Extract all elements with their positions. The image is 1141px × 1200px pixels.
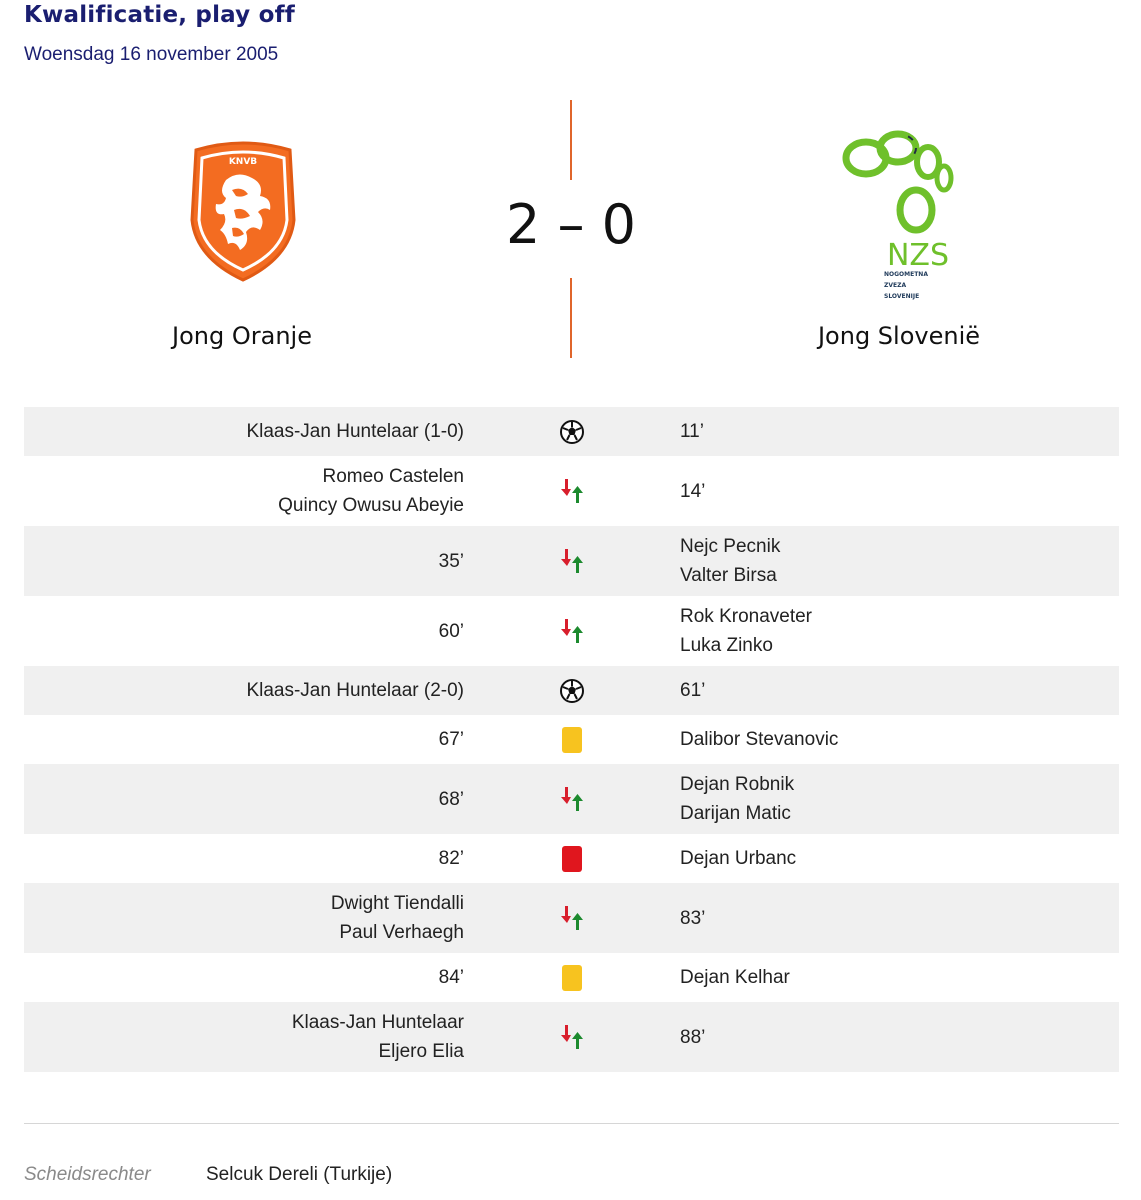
svg-text:ZVEZA: ZVEZA — [884, 282, 907, 289]
event-row — [24, 834, 1119, 883]
event-text: Dejan Kelhar — [680, 967, 790, 988]
event-home-side — [24, 417, 464, 446]
event-text: Dalibor Stevanovic — [680, 729, 839, 750]
event-home-side — [24, 725, 464, 754]
match-events — [24, 407, 1119, 1072]
event-text: 11’ — [680, 421, 704, 442]
event-text: Luka Zinko — [680, 635, 773, 656]
event-row — [24, 526, 1119, 596]
event-text: Rok Kronaveter — [680, 606, 813, 627]
substitution-icon — [559, 477, 585, 505]
svg-text:NOGOMETNA: NOGOMETNA — [884, 271, 928, 278]
event-text: Quincy Owusu Abeyie — [278, 495, 464, 516]
event-home-side — [24, 785, 464, 814]
substitution-icon — [559, 547, 585, 575]
event-icon-cell — [464, 617, 680, 645]
event-text: 60’ — [438, 620, 464, 642]
event-text: 14’ — [680, 480, 706, 502]
event-icon-cell — [464, 965, 680, 991]
event-home-side — [24, 844, 464, 873]
event-away-side — [680, 602, 1119, 660]
event-row — [24, 1002, 1119, 1072]
event-text: Darijan Matic — [680, 803, 791, 824]
event-row — [24, 715, 1119, 764]
event-home-side — [24, 1008, 464, 1066]
substitution-icon — [559, 785, 585, 813]
goal-icon — [559, 678, 585, 704]
event-text: Eljero Elia — [378, 1041, 464, 1062]
red-card-icon — [562, 846, 582, 872]
event-icon-cell — [464, 477, 680, 505]
event-text: 82’ — [438, 848, 464, 869]
event-icon-cell — [464, 419, 680, 445]
event-text: Dejan Robnik — [680, 774, 795, 795]
event-text: 61’ — [680, 680, 706, 701]
yellow-card-icon — [562, 727, 582, 753]
event-icon-cell — [464, 727, 680, 753]
home-team-logo — [186, 140, 300, 284]
event-row — [24, 407, 1119, 456]
event-away-side — [680, 770, 1119, 828]
event-text: 83’ — [680, 907, 706, 929]
event-home-side — [24, 547, 464, 576]
event-row — [24, 666, 1119, 715]
home-team-name: Jong Oranje — [172, 322, 312, 350]
event-home-side — [24, 963, 464, 992]
event-text: Klaas-Jan Huntelaar (1-0) — [246, 421, 464, 442]
event-icon-cell — [464, 904, 680, 932]
score-divider-top — [570, 100, 572, 180]
event-row — [24, 456, 1119, 526]
page-title: Kwalificatie, play off — [24, 2, 296, 28]
event-text: 88’ — [680, 1026, 706, 1048]
goal-icon — [559, 419, 585, 445]
event-text: Dwight Tiendalli — [330, 893, 464, 914]
event-text: 35’ — [438, 550, 464, 572]
event-away-side — [680, 532, 1119, 590]
substitution-icon — [559, 1023, 585, 1051]
event-text: Nejc Pecnik — [680, 536, 781, 557]
event-home-side — [24, 462, 464, 520]
event-row — [24, 883, 1119, 953]
event-home-side — [24, 676, 464, 705]
event-icon-cell — [464, 678, 680, 704]
event-away-side — [680, 963, 1119, 992]
event-away-side — [680, 417, 1119, 446]
event-away-side — [680, 844, 1119, 873]
event-away-side — [680, 676, 1119, 705]
event-row — [24, 764, 1119, 834]
event-icon-cell — [464, 785, 680, 813]
event-text: 84’ — [438, 967, 464, 988]
event-icon-cell — [464, 1023, 680, 1051]
event-icon-cell — [464, 846, 680, 872]
score-divider-bottom — [570, 278, 572, 358]
match-score: 2 – 0 — [505, 193, 637, 256]
divider — [24, 1123, 1119, 1124]
referee-value: Selcuk Dereli (Turkije) — [206, 1164, 393, 1185]
knvb-logo-text: KNVB — [228, 157, 258, 167]
substitution-icon — [559, 904, 585, 932]
referee-label: Scheidsrechter — [24, 1164, 151, 1185]
event-text: Dejan Urbanc — [680, 848, 797, 869]
away-team-logo — [840, 120, 960, 305]
event-text: Romeo Castelen — [322, 466, 464, 487]
away-team-name: Jong Slovenië — [817, 322, 981, 350]
substitution-icon — [559, 617, 585, 645]
event-text: Klaas-Jan Huntelaar (2-0) — [246, 680, 464, 701]
nzs-logo-text: NZS — [886, 238, 950, 273]
event-away-side — [680, 904, 1119, 933]
event-icon-cell — [464, 547, 680, 575]
match-date: Woensdag 16 november 2005 — [24, 44, 279, 65]
event-text: 67’ — [438, 729, 464, 750]
event-text: Valter Birsa — [680, 565, 777, 586]
event-text: Paul Verhaegh — [339, 922, 464, 943]
event-away-side — [680, 1023, 1119, 1052]
event-away-side — [680, 725, 1119, 754]
event-text: Klaas-Jan Huntelaar — [291, 1012, 464, 1033]
svg-text:SLOVENIJE: SLOVENIJE — [884, 293, 920, 300]
event-home-side — [24, 889, 464, 947]
event-row — [24, 596, 1119, 666]
event-away-side — [680, 477, 1119, 506]
event-row — [24, 953, 1119, 1002]
yellow-card-icon — [562, 965, 582, 991]
event-home-side — [24, 617, 464, 646]
event-text: 68’ — [438, 788, 464, 810]
